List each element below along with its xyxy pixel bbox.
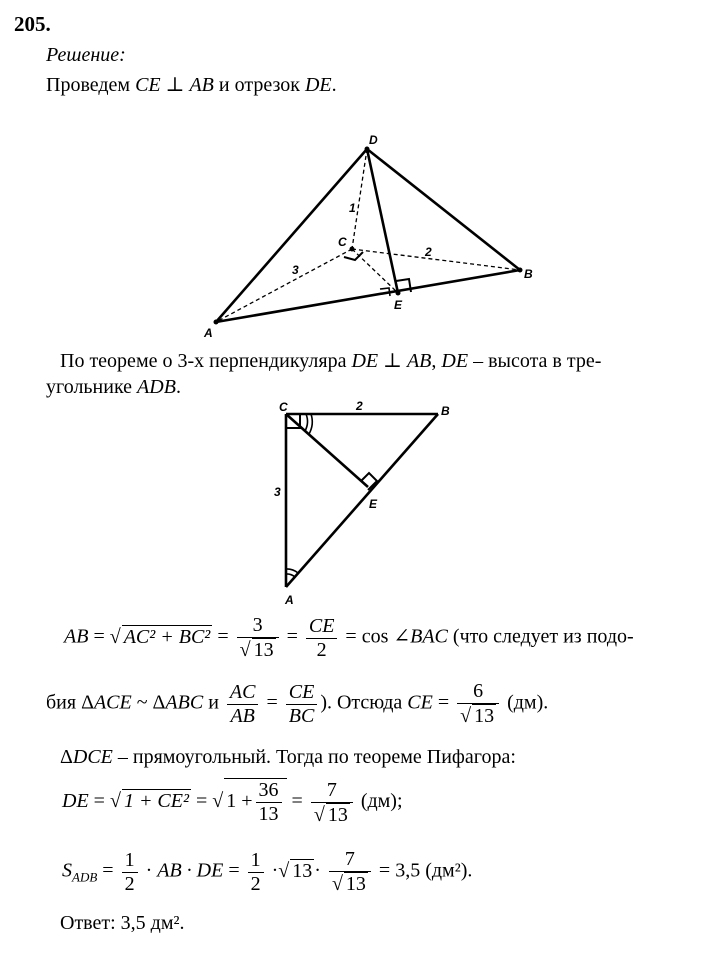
label-b: B: [524, 267, 533, 281]
eq4-f-num: 7: [344, 848, 355, 870]
p2-delta: Δ: [60, 746, 73, 768]
p1-text-4: угольнике: [46, 376, 138, 398]
eq2-ace: ACE: [93, 691, 132, 714]
point-d: [365, 147, 370, 152]
eq3-de: DE: [62, 790, 89, 813]
intro-perp-sign: ⊥: [165, 74, 185, 96]
eq1-equals-4: =: [345, 625, 357, 648]
segment-ce-2: [286, 414, 368, 487]
equation-de: [62, 778, 403, 827]
problem-number: 205.: [14, 12, 51, 36]
eq1-cos: cos ∠: [361, 625, 411, 648]
label-a-2: A: [285, 593, 294, 607]
eq2-f2-den: BC: [286, 704, 318, 728]
eq2-equals-1: =: [266, 691, 278, 714]
paragraph-pythagoras: [60, 746, 516, 769]
p1-ab: AB: [406, 350, 432, 372]
p1-text-2: ,: [431, 350, 442, 372]
intro-text-2: и отрезок: [213, 74, 305, 96]
label-a: A: [204, 326, 213, 340]
eq2-f1-den: AB: [227, 704, 259, 728]
equation-similarity: [46, 680, 548, 728]
segment-cb: [352, 249, 520, 270]
eq3-sqrt-2: √ 1 + $\frac{36}{13}$: [212, 778, 286, 826]
eq1-radicand: AC² + BC²: [123, 625, 211, 648]
eq2-f3-den: 13: [474, 705, 495, 727]
intro-text-1: Проведем: [46, 74, 136, 96]
eq2-text-3: ). Отсюда: [320, 691, 408, 714]
length-ca-2: 3: [274, 485, 281, 499]
p1-perp-sign: ⊥: [383, 350, 402, 372]
eq2-fraction-2: [286, 681, 318, 728]
length-ca: 3: [292, 263, 299, 277]
eq1-tail: (что следует из подо-: [447, 625, 634, 648]
eq3-fraction-1: [256, 779, 282, 826]
eq1-ab: AB: [64, 625, 89, 648]
equation-area: $S_{ADB}$ = $\frac{1}{2}$ · AB · DE = $\frac{1}{2}$ ·√ 13 · $\frac{7}{√ 13}$ = 3,5 (дм²).: [62, 848, 473, 895]
eq3-radicand-1: 1 + CE²: [123, 790, 189, 813]
eq3-f2-den: 13: [327, 803, 348, 826]
equation-ab: [64, 614, 634, 662]
p2-text: – прямоугольный. Тогда по теореме Пифагора:: [112, 746, 516, 768]
angle-arc-a-outer: [286, 569, 298, 573]
eq3-f1-den: 13: [256, 802, 282, 826]
figure-right-triangle: [0, 395, 717, 610]
eq2-f2-num: CE: [288, 680, 315, 703]
eq4-sub-adb: ADB: [72, 869, 98, 885]
eq3-unit: (дм);: [355, 790, 403, 813]
p1-de-2: DE: [441, 350, 469, 372]
eq1-equals-1: =: [93, 625, 105, 648]
eq1-fraction-2: [306, 615, 338, 662]
eq4-half-2: [248, 849, 264, 896]
eq2-fraction-3: $\frac{6}{√ 13}$: [457, 680, 499, 728]
eq4-ab-de: AB · DE: [157, 859, 224, 882]
p2-dce: DCE: [72, 746, 113, 768]
eq1-f1-num: 3: [252, 614, 263, 636]
intro-de: DE: [304, 74, 332, 96]
length-dc: 1: [349, 201, 356, 215]
eq3-one-plus: 1 +: [226, 790, 253, 813]
eq4-half-1-num: 1: [124, 848, 135, 871]
point-b: [518, 268, 523, 273]
eq4-equals-1: =: [102, 859, 114, 882]
eq4-half-2-num: 1: [250, 848, 261, 871]
p1-adb: ADB: [137, 376, 176, 398]
length-cb-2: 2: [356, 399, 363, 413]
eq1-f1-den: 13: [253, 639, 274, 661]
intro-text-3: .: [331, 74, 337, 96]
eq3-equals-2: =: [196, 790, 208, 813]
label-c: C: [338, 235, 347, 249]
intro-ab: AB: [189, 74, 214, 96]
eq1-f2-num: CE: [308, 614, 335, 637]
eq2-f1-num: AC: [229, 680, 256, 703]
eq2-text-1: бия Δ: [46, 691, 94, 714]
eq4-equals-2: =: [228, 859, 240, 882]
point-e: [396, 291, 401, 296]
solution-heading: Решение:: [46, 44, 126, 66]
label-c-2: C: [279, 400, 288, 414]
eq4-half-1-den: 2: [122, 872, 138, 896]
eq3-fraction-2: $\frac{7}{√ 13}$: [311, 779, 353, 827]
eq2-text-2: и: [203, 691, 219, 714]
p1-text-1: По теореме о 3-х перпендикуляра: [60, 350, 352, 372]
label-e: E: [394, 298, 403, 312]
paragraph-three-perpendiculars: [60, 348, 601, 373]
edge-ab: [216, 270, 520, 322]
eq2-unit: (дм).: [502, 691, 549, 714]
length-cb: 2: [425, 245, 432, 259]
angle-arc-c-inner: [305, 414, 307, 431]
eq2-f3-num: 6: [473, 680, 484, 702]
eq1-sqrt: √ AC² + BC²: [109, 625, 211, 648]
point-a: [214, 320, 219, 325]
eq4-s: S: [62, 859, 72, 882]
eq4-half-2-den: 2: [248, 872, 264, 896]
p1-text-3: – высота в тре-: [468, 350, 602, 372]
angle-arc-a-inner: [286, 574, 295, 577]
point-c: [350, 247, 355, 252]
side-ab: [286, 414, 438, 587]
eq4-sqrt: √ 13: [278, 859, 313, 882]
intro-ce: CE: [135, 74, 161, 96]
figure-pyramid: [0, 0, 717, 345]
eq2-abc: ABC: [165, 691, 204, 714]
eq1-equals-2: =: [217, 625, 229, 648]
eq3-equals-1: =: [93, 790, 105, 813]
label-e-2: E: [369, 497, 378, 511]
label-d: D: [369, 133, 378, 147]
eq2-ce: CE: [407, 691, 433, 714]
eq3-sqrt-1: √ 1 + CE²: [109, 790, 189, 813]
angle-arc-c-outer: [309, 414, 312, 434]
eq2-equals-2: =: [437, 691, 450, 714]
eq4-f-den: 13: [345, 873, 366, 895]
eq4-result: = 3,5 (дм²).: [378, 859, 473, 882]
p1-de: DE: [351, 350, 379, 372]
eq2-fraction-1: [227, 681, 259, 728]
answer: Ответ: 3,5 дм².: [60, 912, 185, 934]
p1-text-5: .: [175, 376, 181, 398]
label-b-2: B: [441, 404, 450, 418]
eq4-fraction: $\frac{7}{√ 13}$: [329, 848, 371, 896]
eq1-bac: BAC: [410, 625, 448, 648]
right-angle-mark-c: [344, 252, 363, 260]
eq1-f2-den: 2: [306, 638, 338, 662]
eq3-f1-num: 36: [258, 779, 279, 801]
eq1-equals-3: =: [286, 625, 298, 648]
eq4-radicand: 13: [292, 859, 313, 882]
eq1-fraction-1: $\frac{3}{√ 13}$: [237, 614, 279, 662]
eq3-radicand-2: [224, 778, 286, 826]
eq3-f2-num: 7: [326, 778, 337, 801]
eq3-equals-3: =: [291, 790, 303, 813]
eq4-half-1: [122, 849, 138, 896]
eq2-sim: ~ Δ: [131, 691, 166, 714]
